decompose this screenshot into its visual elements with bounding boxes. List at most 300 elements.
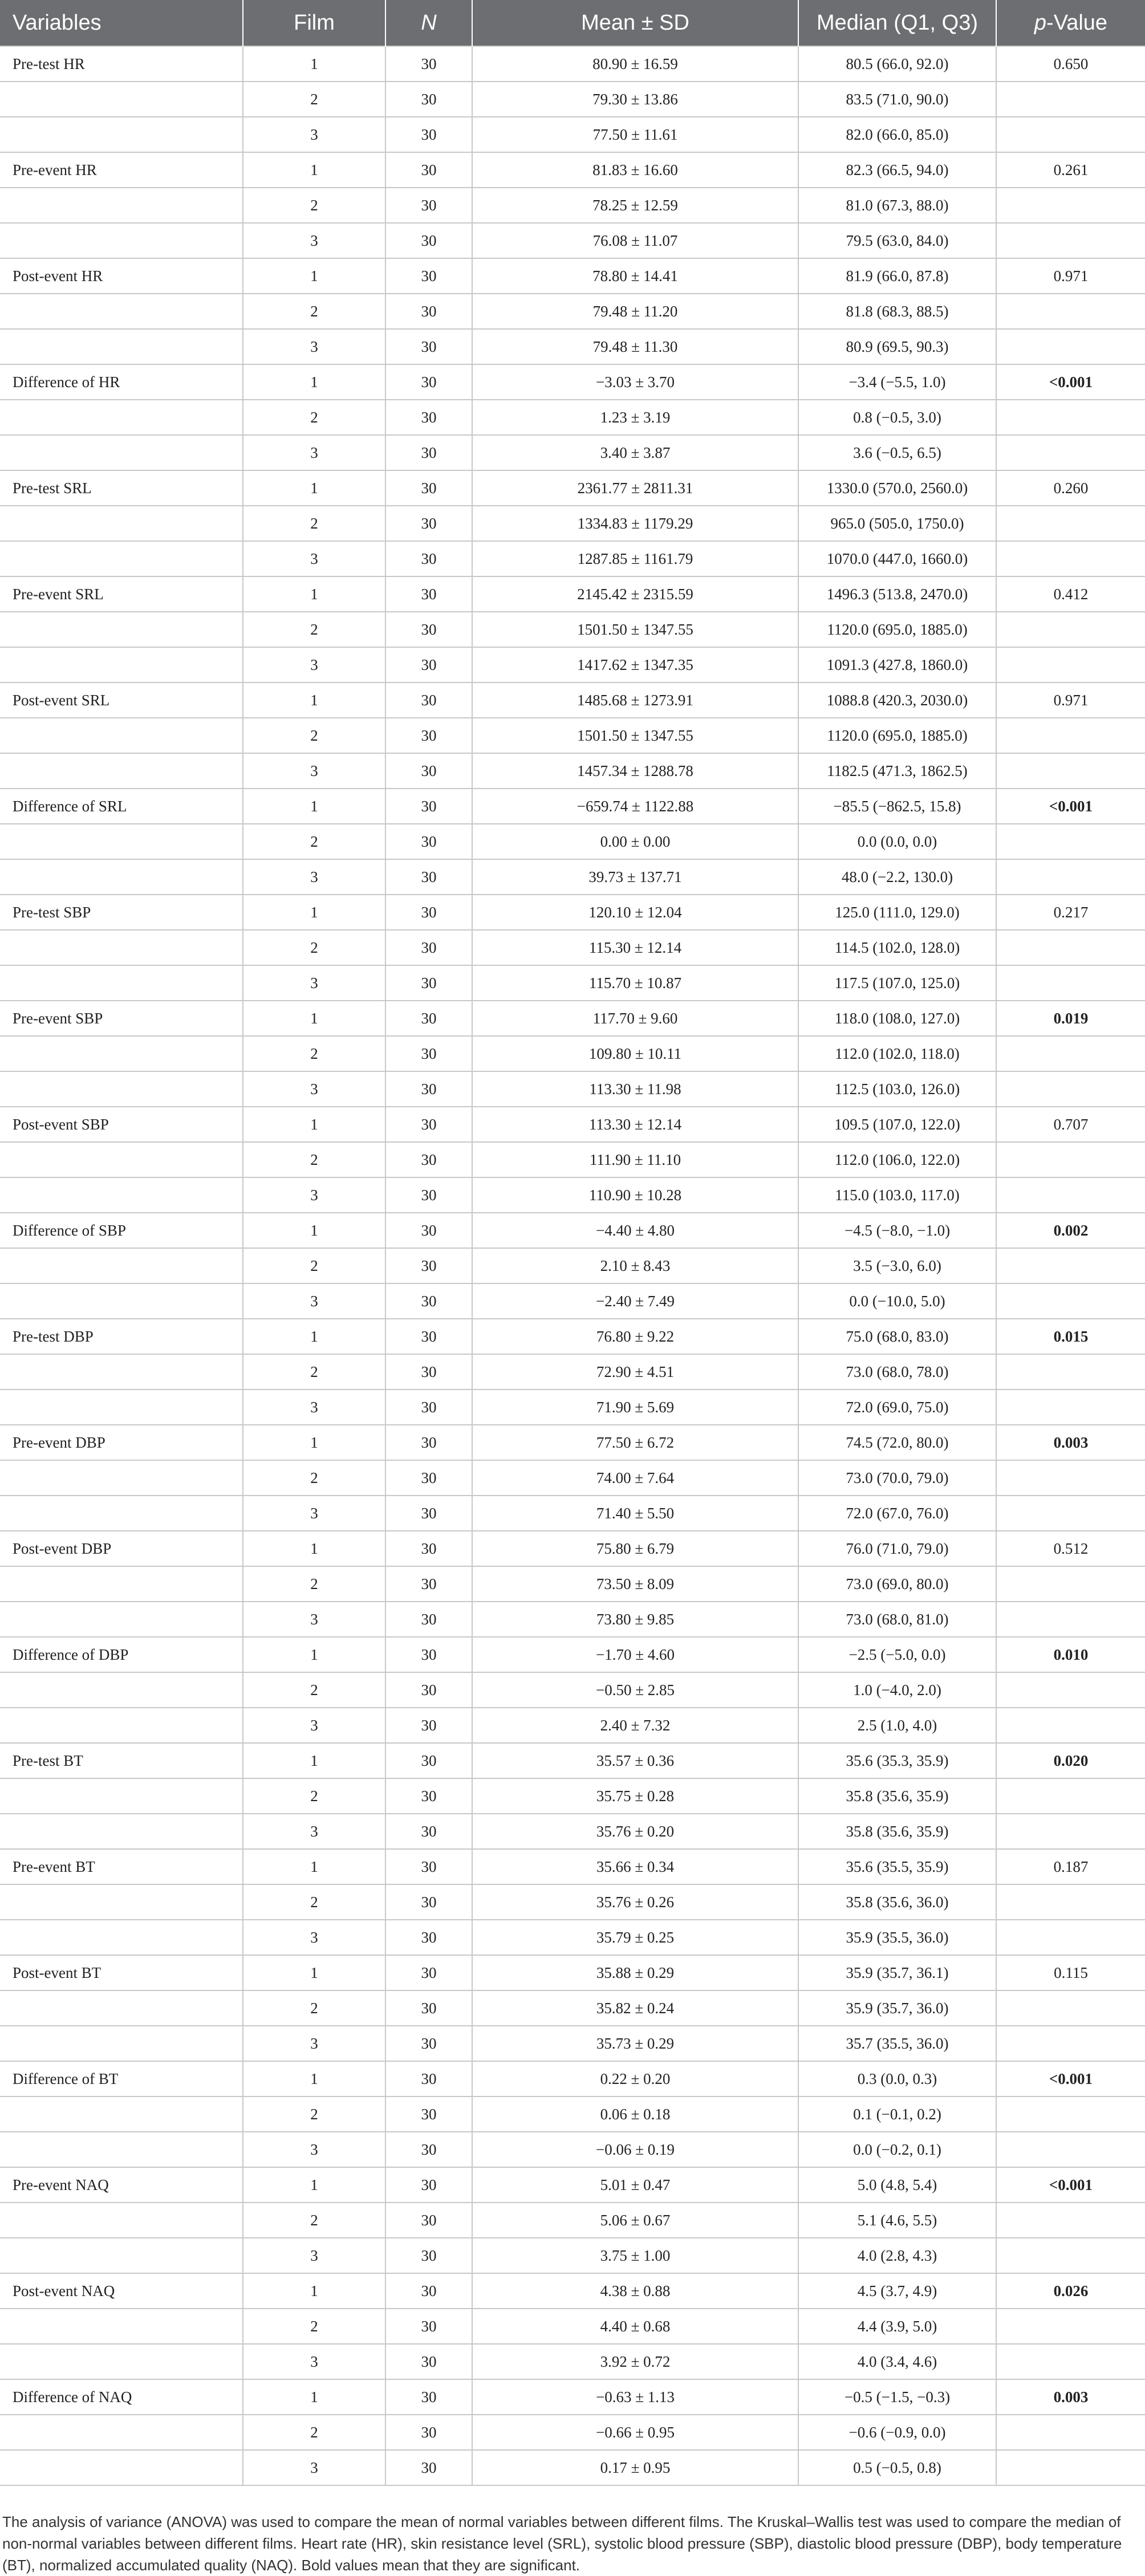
cell-mean-sd: 0.00 ± 0.00 [472, 824, 798, 859]
table-row [0, 2273, 1145, 2309]
cell-variable [0, 1814, 243, 1849]
cell-film: 3 [243, 117, 385, 152]
cell-p-value [996, 2026, 1145, 2061]
cell-mean-sd: 39.73 ± 137.71 [472, 859, 798, 895]
header-p-value [996, 0, 1145, 46]
cell-n: 30 [385, 1248, 472, 1283]
cell-p-value [996, 1496, 1145, 1531]
table-row [0, 1001, 1145, 1036]
cell-film: 2 [243, 1884, 385, 1920]
cell-film: 3 [243, 1389, 385, 1425]
table-row [0, 1884, 1145, 1920]
cell-film: 2 [243, 718, 385, 753]
cell-variable: Pre-test HR [0, 46, 243, 82]
cell-mean-sd: −659.74 ± 1122.88 [472, 789, 798, 824]
cell-variable [0, 1248, 243, 1283]
cell-film: 1 [243, 1955, 385, 1990]
cell-n: 30 [385, 1107, 472, 1142]
header-median: Median (Q1, Q3) [798, 0, 996, 46]
cell-film: 2 [243, 1460, 385, 1496]
cell-median: 35.9 (35.5, 36.0) [798, 1920, 996, 1955]
cell-variable: Post-event SBP [0, 1107, 243, 1142]
cell-variable [0, 1602, 243, 1637]
cell-n: 30 [385, 2203, 472, 2238]
cell-n: 30 [385, 1071, 472, 1107]
cell-p-value: 0.412 [996, 576, 1145, 612]
table-row [0, 2167, 1145, 2203]
cell-median: 82.0 (66.0, 85.0) [798, 117, 996, 152]
cell-n: 30 [385, 1672, 472, 1708]
cell-p-value [996, 1389, 1145, 1425]
header-p-italic: p [1034, 10, 1047, 35]
cell-n: 30 [385, 435, 472, 470]
cell-p-value: 0.971 [996, 258, 1145, 294]
cell-film: 1 [243, 789, 385, 824]
cell-p-value [996, 1778, 1145, 1814]
cell-mean-sd: 35.79 ± 0.25 [472, 1920, 798, 1955]
table-row [0, 541, 1145, 576]
cell-mean-sd: 117.70 ± 9.60 [472, 1001, 798, 1036]
cell-mean-sd: 113.30 ± 11.98 [472, 1071, 798, 1107]
cell-mean-sd: 35.82 ± 0.24 [472, 1990, 798, 2026]
cell-p-value [996, 859, 1145, 895]
header-mean-sd: Mean ± SD [472, 0, 798, 46]
cell-variable: Post-event BT [0, 1955, 243, 1990]
cell-film: 2 [243, 1354, 385, 1389]
cell-variable [0, 1778, 243, 1814]
cell-mean-sd: 1501.50 ± 1347.55 [472, 718, 798, 753]
cell-p-value [996, 965, 1145, 1001]
cell-n: 30 [385, 1566, 472, 1602]
cell-film: 1 [243, 2061, 385, 2096]
cell-median: 117.5 (107.0, 125.0) [798, 965, 996, 1001]
cell-median: 0.0 (−0.2, 0.1) [798, 2132, 996, 2167]
cell-film: 1 [243, 258, 385, 294]
cell-mean-sd: 110.90 ± 10.28 [472, 1177, 798, 1213]
cell-variable: Pre-event BT [0, 1849, 243, 1884]
cell-variable: Difference of NAQ [0, 2379, 243, 2415]
cell-median: 3.6 (−0.5, 6.5) [798, 435, 996, 470]
cell-n: 30 [385, 82, 472, 117]
cell-n: 30 [385, 400, 472, 435]
cell-film: 1 [243, 470, 385, 506]
cell-median: 5.1 (4.6, 5.5) [798, 2203, 996, 2238]
cell-p-value: 0.650 [996, 46, 1145, 82]
cell-p-value [996, 294, 1145, 329]
cell-p-value [996, 1354, 1145, 1389]
cell-p-value: 0.512 [996, 1531, 1145, 1566]
cell-n: 30 [385, 2238, 472, 2273]
cell-n: 30 [385, 329, 472, 364]
cell-mean-sd: 3.75 ± 1.00 [472, 2238, 798, 2273]
cell-variable [0, 1708, 243, 1743]
cell-median: 82.3 (66.5, 94.0) [798, 152, 996, 188]
cell-n: 30 [385, 824, 472, 859]
cell-n: 30 [385, 2379, 472, 2415]
cell-n: 30 [385, 859, 472, 895]
table-row [0, 2238, 1145, 2273]
table-row [0, 1566, 1145, 1602]
cell-variable: Post-event SRL [0, 682, 243, 718]
cell-mean-sd: 35.76 ± 0.26 [472, 1884, 798, 1920]
cell-film: 3 [243, 1071, 385, 1107]
cell-film: 2 [243, 1248, 385, 1283]
cell-p-value [996, 1071, 1145, 1107]
cell-variable: Pre-event SRL [0, 576, 243, 612]
cell-n: 30 [385, 2344, 472, 2379]
cell-p-value: 0.019 [996, 1001, 1145, 1036]
header-row [0, 0, 1145, 46]
cell-variable [0, 435, 243, 470]
table-row [0, 1248, 1145, 1283]
table-row [0, 1602, 1145, 1637]
cell-p-value [996, 824, 1145, 859]
cell-median: 35.8 (35.6, 35.9) [798, 1814, 996, 1849]
cell-variable: Post-event HR [0, 258, 243, 294]
cell-film: 1 [243, 364, 385, 400]
cell-variable [0, 753, 243, 789]
cell-film: 3 [243, 1920, 385, 1955]
cell-p-value: 0.003 [996, 1425, 1145, 1460]
cell-mean-sd: 1334.83 ± 1179.29 [472, 506, 798, 541]
cell-p-value [996, 82, 1145, 117]
cell-film: 2 [243, 1778, 385, 1814]
cell-mean-sd: 35.75 ± 0.28 [472, 1778, 798, 1814]
table-row [0, 117, 1145, 152]
cell-variable [0, 1496, 243, 1531]
table-row [0, 824, 1145, 859]
cell-mean-sd: 72.90 ± 4.51 [472, 1354, 798, 1389]
cell-median: −0.6 (−0.9, 0.0) [798, 2415, 996, 2450]
cell-p-value [996, 1460, 1145, 1496]
cell-mean-sd: 120.10 ± 12.04 [472, 895, 798, 930]
cell-n: 30 [385, 647, 472, 682]
cell-n: 30 [385, 1531, 472, 1566]
cell-median: 72.0 (67.0, 76.0) [798, 1496, 996, 1531]
cell-n: 30 [385, 1884, 472, 1920]
cell-mean-sd: 73.80 ± 9.85 [472, 1602, 798, 1637]
cell-n: 30 [385, 2309, 472, 2344]
cell-p-value: 0.003 [996, 2379, 1145, 2415]
table-row [0, 82, 1145, 117]
cell-p-value: <0.001 [996, 364, 1145, 400]
cell-n: 30 [385, 789, 472, 824]
table-row [0, 1637, 1145, 1672]
cell-mean-sd: 1417.62 ± 1347.35 [472, 647, 798, 682]
cell-variable [0, 2132, 243, 2167]
cell-variable [0, 2415, 243, 2450]
cell-n: 30 [385, 1425, 472, 1460]
cell-n: 30 [385, 930, 472, 965]
cell-n: 30 [385, 1920, 472, 1955]
cell-median: 35.8 (35.6, 36.0) [798, 1884, 996, 1920]
cell-median: 73.0 (70.0, 79.0) [798, 1460, 996, 1496]
cell-p-value: <0.001 [996, 2061, 1145, 2096]
cell-p-value [996, 612, 1145, 647]
table-row [0, 1990, 1145, 2026]
cell-film: 2 [243, 400, 385, 435]
header-n-label: N [421, 10, 437, 35]
cell-p-value: 0.260 [996, 470, 1145, 506]
cell-median: 2.5 (1.0, 4.0) [798, 1708, 996, 1743]
table-row [0, 2203, 1145, 2238]
cell-mean-sd: −2.40 ± 7.49 [472, 1283, 798, 1319]
cell-mean-sd: 75.80 ± 6.79 [472, 1531, 798, 1566]
cell-variable: Pre-test DBP [0, 1319, 243, 1354]
cell-median: 81.0 (67.3, 88.0) [798, 188, 996, 223]
table-row [0, 364, 1145, 400]
table-row [0, 1531, 1145, 1566]
cell-median: 76.0 (71.0, 79.0) [798, 1531, 996, 1566]
cell-median: −4.5 (−8.0, −1.0) [798, 1213, 996, 1248]
cell-film: 1 [243, 682, 385, 718]
cell-variable: Pre-test BT [0, 1743, 243, 1778]
cell-n: 30 [385, 1354, 472, 1389]
cell-film: 2 [243, 82, 385, 117]
cell-n: 30 [385, 117, 472, 152]
cell-p-value [996, 1248, 1145, 1283]
table-row [0, 1708, 1145, 1743]
table-row [0, 1036, 1145, 1071]
cell-median: 1182.5 (471.3, 1862.5) [798, 753, 996, 789]
cell-variable [0, 506, 243, 541]
cell-median: 3.5 (−3.0, 6.0) [798, 1248, 996, 1283]
cell-p-value [996, 2132, 1145, 2167]
cell-variable [0, 1990, 243, 2026]
cell-film: 1 [243, 1107, 385, 1142]
cell-p-value [996, 223, 1145, 258]
cell-median: 0.8 (−0.5, 3.0) [798, 400, 996, 435]
cell-variable [0, 859, 243, 895]
cell-variable: Difference of SBP [0, 1213, 243, 1248]
cell-n: 30 [385, 1990, 472, 2026]
cell-p-value [996, 2203, 1145, 2238]
cell-n: 30 [385, 1213, 472, 1248]
cell-p-value [996, 2309, 1145, 2344]
cell-median: 81.8 (68.3, 88.5) [798, 294, 996, 329]
cell-mean-sd: 78.25 ± 12.59 [472, 188, 798, 223]
cell-median: 0.1 (−0.1, 0.2) [798, 2096, 996, 2132]
cell-variable [0, 2096, 243, 2132]
cell-film: 3 [243, 223, 385, 258]
cell-p-value [996, 718, 1145, 753]
table-row [0, 2061, 1145, 2096]
table-row [0, 1319, 1145, 1354]
cell-variable: Post-event NAQ [0, 2273, 243, 2309]
cell-mean-sd: 76.80 ± 9.22 [472, 1319, 798, 1354]
cell-n: 30 [385, 1496, 472, 1531]
cell-mean-sd: 79.30 ± 13.86 [472, 82, 798, 117]
cell-median: 35.6 (35.3, 35.9) [798, 1743, 996, 1778]
table-row [0, 1672, 1145, 1708]
cell-variable: Difference of SRL [0, 789, 243, 824]
cell-median: 1120.0 (695.0, 1885.0) [798, 612, 996, 647]
cell-film: 2 [243, 1036, 385, 1071]
cell-p-value: 0.026 [996, 2273, 1145, 2309]
cell-p-value [996, 1990, 1145, 2026]
cell-n: 30 [385, 46, 472, 82]
table-row [0, 930, 1145, 965]
cell-n: 30 [385, 506, 472, 541]
table-row [0, 1496, 1145, 1531]
cell-p-value [996, 117, 1145, 152]
table-header [0, 0, 1145, 46]
cell-film: 1 [243, 2379, 385, 2415]
cell-median: 73.0 (68.0, 81.0) [798, 1602, 996, 1637]
cell-n: 30 [385, 1283, 472, 1319]
cell-mean-sd: 2.10 ± 8.43 [472, 1248, 798, 1283]
cell-p-value: <0.001 [996, 2167, 1145, 2203]
table-row [0, 718, 1145, 753]
cell-variable [0, 965, 243, 1001]
cell-n: 30 [385, 1389, 472, 1425]
cell-film: 3 [243, 329, 385, 364]
cell-median: 1120.0 (695.0, 1885.0) [798, 718, 996, 753]
cell-n: 30 [385, 2026, 472, 2061]
cell-variable [0, 2344, 243, 2379]
cell-mean-sd: 35.73 ± 0.29 [472, 2026, 798, 2061]
cell-p-value [996, 647, 1145, 682]
cell-p-value [996, 1283, 1145, 1319]
cell-p-value [996, 541, 1145, 576]
cell-variable: Pre-test SRL [0, 470, 243, 506]
cell-mean-sd: 3.40 ± 3.87 [472, 435, 798, 470]
table-row [0, 223, 1145, 258]
cell-p-value: 0.261 [996, 152, 1145, 188]
cell-p-value [996, 1672, 1145, 1708]
cell-mean-sd: 71.40 ± 5.50 [472, 1496, 798, 1531]
cell-film: 3 [243, 541, 385, 576]
cell-n: 30 [385, 223, 472, 258]
cell-median: 80.5 (66.0, 92.0) [798, 46, 996, 82]
cell-mean-sd: −3.03 ± 3.70 [472, 364, 798, 400]
table-row [0, 753, 1145, 789]
cell-median: 4.5 (3.7, 4.9) [798, 2273, 996, 2309]
cell-mean-sd: 77.50 ± 6.72 [472, 1425, 798, 1460]
cell-p-value [996, 2450, 1145, 2485]
table-row [0, 1814, 1145, 1849]
table-row [0, 1920, 1145, 1955]
cell-mean-sd: 35.88 ± 0.29 [472, 1955, 798, 1990]
table-row [0, 576, 1145, 612]
cell-median: 35.8 (35.6, 35.9) [798, 1778, 996, 1814]
cell-variable: Pre-test SBP [0, 895, 243, 930]
cell-film: 1 [243, 152, 385, 188]
cell-median: 48.0 (−2.2, 130.0) [798, 859, 996, 895]
cell-variable [0, 1142, 243, 1177]
cell-variable [0, 1177, 243, 1213]
cell-p-value [996, 1036, 1145, 1071]
cell-film: 2 [243, 506, 385, 541]
cell-p-value [996, 506, 1145, 541]
table-row [0, 1778, 1145, 1814]
cell-n: 30 [385, 1460, 472, 1496]
cell-median: 1070.0 (447.0, 1660.0) [798, 541, 996, 576]
table-row [0, 1177, 1145, 1213]
cell-median: 112.0 (106.0, 122.0) [798, 1142, 996, 1177]
table-row [0, 2132, 1145, 2167]
cell-n: 30 [385, 1955, 472, 1990]
cell-n: 30 [385, 2061, 472, 2096]
cell-n: 30 [385, 1177, 472, 1213]
cell-film: 1 [243, 1319, 385, 1354]
cell-variable [0, 1672, 243, 1708]
cell-film: 2 [243, 2203, 385, 2238]
cell-film: 2 [243, 1142, 385, 1177]
cell-p-value [996, 188, 1145, 223]
cell-film: 3 [243, 2450, 385, 2485]
cell-variable: Difference of BT [0, 2061, 243, 2096]
table-row [0, 1354, 1145, 1389]
cell-film: 1 [243, 1213, 385, 1248]
cell-mean-sd: 80.90 ± 16.59 [472, 46, 798, 82]
cell-median: 79.5 (63.0, 84.0) [798, 223, 996, 258]
cell-variable [0, 223, 243, 258]
cell-n: 30 [385, 1743, 472, 1778]
cell-variable [0, 2203, 243, 2238]
cell-film: 3 [243, 753, 385, 789]
cell-median: 118.0 (108.0, 127.0) [798, 1001, 996, 1036]
cell-p-value: 0.971 [996, 682, 1145, 718]
header-n [385, 0, 472, 46]
cell-variable: Pre-event HR [0, 152, 243, 188]
cell-film: 3 [243, 1496, 385, 1531]
cell-p-value [996, 930, 1145, 965]
cell-variable: Pre-event DBP [0, 1425, 243, 1460]
cell-film: 3 [243, 2026, 385, 2061]
cell-p-value [996, 2096, 1145, 2132]
table-row [0, 789, 1145, 824]
cell-mean-sd: −0.66 ± 0.95 [472, 2415, 798, 2450]
cell-mean-sd: 0.06 ± 0.18 [472, 2096, 798, 2132]
cell-n: 30 [385, 1778, 472, 1814]
cell-film: 2 [243, 824, 385, 859]
cell-n: 30 [385, 1001, 472, 1036]
cell-p-value [996, 2415, 1145, 2450]
cell-film: 2 [243, 188, 385, 223]
table-row [0, 1107, 1145, 1142]
cell-p-value [996, 400, 1145, 435]
cell-median: 109.5 (107.0, 122.0) [798, 1107, 996, 1142]
cell-variable [0, 1920, 243, 1955]
cell-film: 3 [243, 859, 385, 895]
cell-p-value: 0.707 [996, 1107, 1145, 1142]
cell-mean-sd: −0.50 ± 2.85 [472, 1672, 798, 1708]
cell-median: 115.0 (103.0, 117.0) [798, 1177, 996, 1213]
cell-mean-sd: 1485.68 ± 1273.91 [472, 682, 798, 718]
cell-variable [0, 400, 243, 435]
cell-p-value [996, 1814, 1145, 1849]
cell-median: −0.5 (−1.5, −0.3) [798, 2379, 996, 2415]
cell-variable [0, 541, 243, 576]
table-footnote: The analysis of variance (ANOVA) was used to compare the mean of normal variables between different films. The Kruskal–Wallis test was used to compare the median of non-normal variables between different films. Heart rate (HR), skin resistance level (SRL), systolic blood pressure (SBP), diastolic blood pressure (DBP), body temperature (BT), normalized accumulated quality (NAQ). Bold values mean that they are significant. [2, 2513, 1122, 2574]
table-row [0, 400, 1145, 435]
cell-variable [0, 1071, 243, 1107]
cell-variable [0, 1283, 243, 1319]
table-row [0, 895, 1145, 930]
cell-median: 74.5 (72.0, 80.0) [798, 1425, 996, 1460]
cell-n: 30 [385, 753, 472, 789]
cell-n: 30 [385, 682, 472, 718]
table-row [0, 258, 1145, 294]
cell-variable [0, 82, 243, 117]
cell-n: 30 [385, 965, 472, 1001]
cell-variable [0, 294, 243, 329]
cell-median: 4.4 (3.9, 5.0) [798, 2309, 996, 2344]
cell-p-value: 0.010 [996, 1637, 1145, 1672]
table-row [0, 1213, 1145, 1248]
cell-p-value: 0.217 [996, 895, 1145, 930]
